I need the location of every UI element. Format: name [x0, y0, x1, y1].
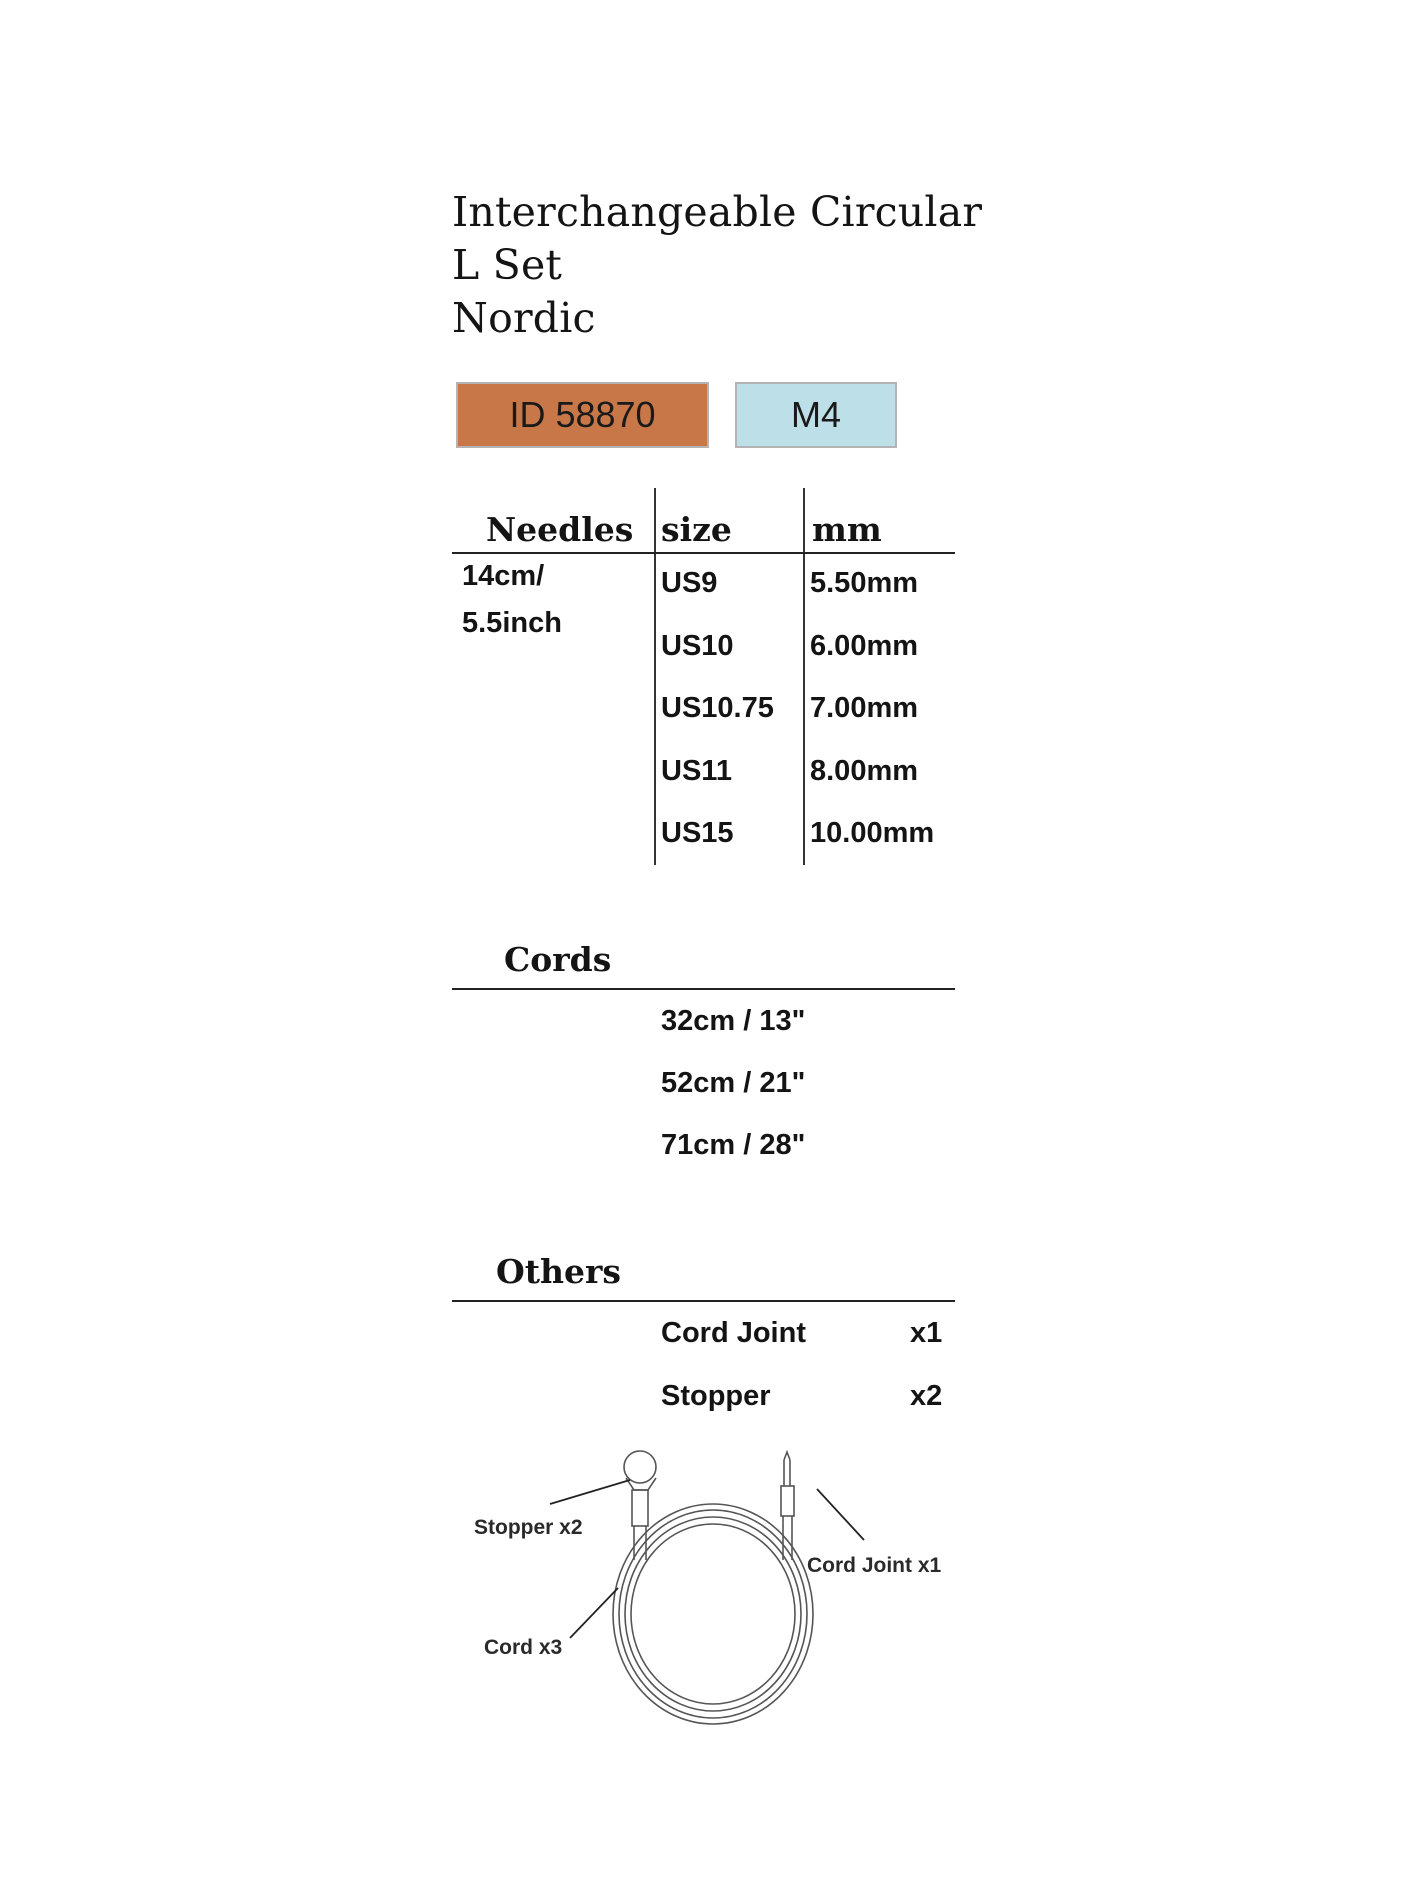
cord-joint-leader	[817, 1489, 864, 1540]
stopper-sleeve	[632, 1490, 648, 1526]
needle-mm-cell: 10.00mm	[810, 817, 935, 849]
needle-mm-cell: 5.50mm	[810, 567, 919, 599]
cord-item: 32cm / 13"	[661, 1005, 806, 1037]
title-line-2: L Set	[452, 241, 563, 289]
needle-size-cell: US10.75	[661, 692, 774, 724]
stopper-leader	[550, 1480, 630, 1504]
title-line-3: Nordic	[452, 294, 596, 342]
other-item-qty: x2	[910, 1380, 943, 1412]
needle-size-cell: US9	[661, 567, 718, 599]
cord-joint-label: Cord Joint x1	[807, 1554, 942, 1577]
cord-joint-body	[781, 1486, 794, 1516]
cord-item: 71cm / 28"	[661, 1129, 806, 1161]
cords-heading: Cords	[504, 940, 612, 979]
needle-length-line-2: 5.5inch	[462, 607, 562, 639]
mm-header: mm	[812, 510, 882, 549]
cord-item: 52cm / 21"	[661, 1067, 806, 1099]
others-heading: Others	[496, 1252, 621, 1291]
needle-mm-cell: 6.00mm	[810, 630, 919, 662]
needle-size-cell: US11	[661, 755, 732, 787]
needle-length-line-1: 14cm/	[462, 560, 545, 592]
cord-leader	[570, 1588, 618, 1638]
other-item-name: Cord Joint	[661, 1317, 806, 1349]
needle-mm-cell: 8.00mm	[810, 755, 919, 787]
other-item-qty: x1	[910, 1317, 943, 1349]
stopper-label: Stopper x2	[474, 1516, 583, 1539]
model-text: M4	[790, 394, 841, 435]
needle-size-cell: US10	[661, 630, 734, 662]
cord-joint-tip	[784, 1452, 790, 1460]
cord-label: Cord x3	[484, 1636, 563, 1659]
other-item-name: Stopper	[661, 1380, 771, 1412]
title-line-1: Interchangeable Circular	[452, 188, 983, 236]
stopper-ball-icon	[624, 1451, 656, 1483]
product-id-text: ID 58870	[509, 394, 656, 435]
needles-header: Needles	[486, 510, 634, 549]
needle-size-cell: US15	[661, 817, 734, 849]
size-header: size	[661, 510, 732, 549]
needle-mm-cell: 7.00mm	[810, 692, 919, 724]
